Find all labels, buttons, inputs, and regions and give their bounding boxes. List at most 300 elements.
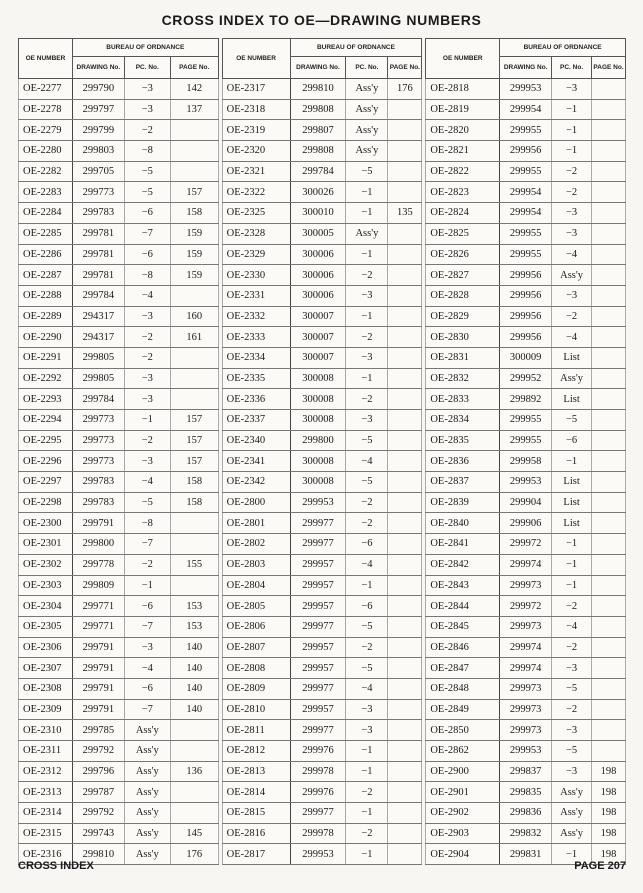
pc-no-cell: −3 xyxy=(552,761,592,782)
oe-number-cell: OE-2832 xyxy=(426,368,500,389)
page-no-cell xyxy=(170,741,218,762)
pc-no-cell: −1 xyxy=(346,244,388,265)
page-no-cell xyxy=(388,803,422,824)
oe-number-cell: OE-2901 xyxy=(426,782,500,803)
pc-no-cell: Ass'y xyxy=(124,761,170,782)
page-no-cell: 157 xyxy=(170,410,218,431)
pc-no-cell: −2 xyxy=(552,596,592,617)
page-no-cell xyxy=(388,327,422,348)
oe-number-cell: OE-2312 xyxy=(19,761,73,782)
oe-number-cell: OE-2329 xyxy=(222,244,290,265)
oe-number-cell: OE-2828 xyxy=(426,285,500,306)
oe-number-cell: OE-2903 xyxy=(426,823,500,844)
page-no-cell xyxy=(592,327,626,348)
table-row xyxy=(19,451,219,472)
page-no-cell xyxy=(592,596,626,617)
drawing-no-cell: 299977 xyxy=(290,803,346,824)
oe-number-cell: OE-2331 xyxy=(222,285,290,306)
drawing-no-cell: 300008 xyxy=(290,368,346,389)
drawing-no-cell: 299808 xyxy=(290,99,346,120)
oe-number-cell: OE-2825 xyxy=(426,223,500,244)
pc-no-cell: Ass'y xyxy=(346,223,388,244)
page-no-cell: 198 xyxy=(592,782,626,803)
pc-no-cell: −3 xyxy=(124,389,170,410)
bureau-header: BUREAU OF ORDNANCE xyxy=(290,39,422,57)
page-no-cell xyxy=(170,120,218,141)
pc-no-header: PC. No. xyxy=(552,57,592,79)
drawing-no-cell: 299955 xyxy=(500,120,552,141)
table-row xyxy=(19,306,219,327)
pc-no-cell: −4 xyxy=(552,327,592,348)
pc-no-cell: −3 xyxy=(552,203,592,224)
pc-no-cell: −8 xyxy=(124,265,170,286)
table-row xyxy=(426,347,626,368)
table-row xyxy=(19,285,219,306)
table-row xyxy=(19,596,219,617)
drawing-no-cell: 300009 xyxy=(500,347,552,368)
table-row xyxy=(222,79,422,100)
oe-number-cell: OE-2293 xyxy=(19,389,73,410)
cross-index-columns xyxy=(18,38,626,860)
oe-number-cell: OE-2900 xyxy=(426,761,500,782)
pc-no-cell: −5 xyxy=(346,430,388,451)
pc-no-cell: −3 xyxy=(124,306,170,327)
pc-no-cell: −3 xyxy=(346,720,388,741)
page-no-cell xyxy=(388,389,422,410)
oe-number-cell: OE-2808 xyxy=(222,658,290,679)
oe-number-cell: OE-2842 xyxy=(426,554,500,575)
oe-number-cell: OE-2314 xyxy=(19,803,73,824)
drawing-no-cell: 299805 xyxy=(72,347,124,368)
page-no-cell xyxy=(592,347,626,368)
page-no-cell xyxy=(592,472,626,493)
oe-number-cell: OE-2341 xyxy=(222,451,290,472)
drawing-no-cell: 300005 xyxy=(290,223,346,244)
pc-no-cell: Ass'y xyxy=(552,782,592,803)
table-row xyxy=(222,327,422,348)
drawing-no-cell: 300008 xyxy=(290,472,346,493)
pc-no-cell: −3 xyxy=(346,347,388,368)
page-no-cell xyxy=(388,472,422,493)
pc-no-cell: −4 xyxy=(124,658,170,679)
table-row xyxy=(19,741,219,762)
page-no-cell xyxy=(388,575,422,596)
drawing-no-cell: 299832 xyxy=(500,823,552,844)
page-no-cell: 198 xyxy=(592,803,626,824)
table-row xyxy=(222,823,422,844)
pc-no-cell: Ass'y xyxy=(346,99,388,120)
page-no-cell xyxy=(388,285,422,306)
pc-no-cell: −3 xyxy=(552,223,592,244)
pc-no-cell: −7 xyxy=(124,699,170,720)
drawing-no-cell: 299773 xyxy=(72,410,124,431)
page-no-cell xyxy=(388,306,422,327)
oe-number-cell: OE-2292 xyxy=(19,368,73,389)
drawing-no-cell: 299957 xyxy=(290,554,346,575)
drawing-no-cell: 299808 xyxy=(290,141,346,162)
pc-no-cell: −4 xyxy=(552,616,592,637)
table-row xyxy=(222,451,422,472)
oe-number-cell: OE-2287 xyxy=(19,265,73,286)
table-row xyxy=(19,699,219,720)
pc-no-cell: Ass'y xyxy=(552,265,592,286)
table-row xyxy=(426,389,626,410)
oe-number-cell: OE-2824 xyxy=(426,203,500,224)
pc-no-cell: −2 xyxy=(552,637,592,658)
page-no-cell xyxy=(388,410,422,431)
oe-number-cell: OE-2845 xyxy=(426,616,500,637)
table-row xyxy=(19,430,219,451)
drawing-no-cell: 299835 xyxy=(500,782,552,803)
table-row xyxy=(19,389,219,410)
page-no-cell xyxy=(388,120,422,141)
page-no-cell xyxy=(592,492,626,513)
pc-no-cell: −3 xyxy=(346,410,388,431)
pc-no-cell: −3 xyxy=(124,368,170,389)
table-row xyxy=(426,803,626,824)
drawing-no-cell: 299705 xyxy=(72,161,124,182)
page-no-cell: 158 xyxy=(170,472,218,493)
index-column-1 xyxy=(18,38,219,865)
page-no-cell xyxy=(388,637,422,658)
oe-number-cell: OE-2810 xyxy=(222,699,290,720)
table-row xyxy=(426,79,626,100)
drawing-no-cell: 300007 xyxy=(290,327,346,348)
table-row xyxy=(426,513,626,534)
table-row xyxy=(222,534,422,555)
page-no-cell xyxy=(592,637,626,658)
oe-number-cell: OE-2823 xyxy=(426,182,500,203)
table-row xyxy=(19,223,219,244)
page-no-cell xyxy=(388,451,422,472)
drawing-no-cell: 299791 xyxy=(72,637,124,658)
page-no-cell xyxy=(388,699,422,720)
page-no-cell xyxy=(592,430,626,451)
page-no-cell: 153 xyxy=(170,596,218,617)
pc-no-cell: −1 xyxy=(124,410,170,431)
table-row xyxy=(426,637,626,658)
oe-number-cell: OE-2321 xyxy=(222,161,290,182)
table-row xyxy=(19,616,219,637)
drawing-no-cell: 294317 xyxy=(72,327,124,348)
page-title: CROSS INDEX TO OE—DRAWING NUMBERS xyxy=(161,12,482,28)
pc-no-cell: −5 xyxy=(552,410,592,431)
oe-number-cell: OE-2296 xyxy=(19,451,73,472)
oe-number-cell: OE-2804 xyxy=(222,575,290,596)
footer-section-label: CROSS INDEX xyxy=(18,860,94,872)
page-no-cell xyxy=(388,616,422,637)
pc-no-cell: −5 xyxy=(124,492,170,513)
table-row xyxy=(222,182,422,203)
oe-number-cell: OE-2816 xyxy=(222,823,290,844)
drawing-no-cell: 300008 xyxy=(290,451,346,472)
pc-no-cell: −5 xyxy=(346,658,388,679)
oe-number-cell: OE-2340 xyxy=(222,430,290,451)
drawing-no-cell: 299955 xyxy=(500,410,552,431)
page-no-cell: 157 xyxy=(170,451,218,472)
drawing-no-cell: 300007 xyxy=(290,306,346,327)
pc-no-cell: −6 xyxy=(346,534,388,555)
oe-number-cell: OE-2836 xyxy=(426,451,500,472)
pc-no-cell: −1 xyxy=(346,182,388,203)
drawing-no-cell: 299973 xyxy=(500,575,552,596)
page-no-cell: 136 xyxy=(170,761,218,782)
table-row xyxy=(426,741,626,762)
pc-no-cell: −2 xyxy=(346,823,388,844)
drawing-no-header: DRAWING No. xyxy=(72,57,124,79)
oe-number-cell: OE-2334 xyxy=(222,347,290,368)
oe-number-cell: OE-2850 xyxy=(426,720,500,741)
page-no-cell xyxy=(388,554,422,575)
oe-number-cell: OE-2317 xyxy=(222,79,290,100)
page-no-cell xyxy=(170,782,218,803)
drawing-no-header: DRAWING No. xyxy=(500,57,552,79)
table-row xyxy=(19,575,219,596)
pc-no-cell: −2 xyxy=(124,430,170,451)
drawing-no-cell: 299790 xyxy=(72,79,124,100)
oe-number-cell: OE-2904 xyxy=(426,844,500,865)
drawing-no-cell: 299953 xyxy=(500,741,552,762)
drawing-no-cell: 299957 xyxy=(290,699,346,720)
pc-no-cell: −1 xyxy=(346,203,388,224)
table-row xyxy=(426,720,626,741)
page-no-cell: 135 xyxy=(388,203,422,224)
table-row xyxy=(426,782,626,803)
drawing-no-cell: 299974 xyxy=(500,658,552,679)
oe-number-cell: OE-2325 xyxy=(222,203,290,224)
drawing-no-cell: 299781 xyxy=(72,265,124,286)
page-no-cell xyxy=(388,265,422,286)
drawing-no-cell: 299957 xyxy=(290,658,346,679)
page-no-cell xyxy=(388,430,422,451)
table-row xyxy=(19,141,219,162)
oe-number-cell: OE-2807 xyxy=(222,637,290,658)
page-no-cell: 160 xyxy=(170,306,218,327)
drawing-no-cell: 299805 xyxy=(72,368,124,389)
drawing-no-cell: 299810 xyxy=(290,79,346,100)
table-row xyxy=(19,182,219,203)
drawing-no-cell: 299954 xyxy=(500,99,552,120)
drawing-no-cell: 299773 xyxy=(72,451,124,472)
drawing-no-cell: 299954 xyxy=(500,182,552,203)
drawing-no-cell: 299810 xyxy=(72,844,124,865)
page-no-cell: 155 xyxy=(170,554,218,575)
page-no-cell xyxy=(592,575,626,596)
table-row xyxy=(19,761,219,782)
page-no-cell xyxy=(388,182,422,203)
drawing-no-cell: 299792 xyxy=(72,803,124,824)
page-no-cell xyxy=(388,720,422,741)
table-row xyxy=(426,223,626,244)
pc-no-cell: −8 xyxy=(124,141,170,162)
drawing-no-cell: 299783 xyxy=(72,472,124,493)
drawing-no-cell: 299957 xyxy=(290,596,346,617)
oe-number-cell: OE-2322 xyxy=(222,182,290,203)
pc-no-cell: −5 xyxy=(124,182,170,203)
oe-number-cell: OE-2821 xyxy=(426,141,500,162)
pc-no-cell: −1 xyxy=(346,761,388,782)
table-row xyxy=(19,472,219,493)
page-no-cell: 158 xyxy=(170,203,218,224)
drawing-no-cell: 299809 xyxy=(72,575,124,596)
page-no-cell xyxy=(592,678,626,699)
table-row xyxy=(222,513,422,534)
page-no-header: PAGE No. xyxy=(388,57,422,79)
table-row xyxy=(222,430,422,451)
oe-number-cell: OE-2283 xyxy=(19,182,73,203)
page-no-cell: 140 xyxy=(170,678,218,699)
oe-number-cell: OE-2817 xyxy=(222,844,290,865)
drawing-no-cell: 299956 xyxy=(500,306,552,327)
oe-number-cell: OE-2304 xyxy=(19,596,73,617)
table-row xyxy=(222,347,422,368)
drawing-no-cell: 299799 xyxy=(72,120,124,141)
drawing-no-cell: 299785 xyxy=(72,720,124,741)
drawing-no-cell: 299904 xyxy=(500,492,552,513)
page-no-header: PAGE No. xyxy=(170,57,218,79)
page-no-cell xyxy=(592,120,626,141)
oe-number-cell: OE-2297 xyxy=(19,472,73,493)
table-row xyxy=(222,596,422,617)
pc-no-cell: −7 xyxy=(124,616,170,637)
pc-no-cell: −1 xyxy=(346,306,388,327)
oe-number-cell: OE-2278 xyxy=(19,99,73,120)
drawing-no-cell: 299837 xyxy=(500,761,552,782)
oe-number-cell: OE-2294 xyxy=(19,410,73,431)
oe-number-cell: OE-2332 xyxy=(222,306,290,327)
table-row xyxy=(19,513,219,534)
table-row xyxy=(19,554,219,575)
drawing-no-cell: 299978 xyxy=(290,761,346,782)
oe-number-cell: OE-2839 xyxy=(426,492,500,513)
oe-number-cell: OE-2311 xyxy=(19,741,73,762)
page-no-cell xyxy=(592,203,626,224)
drawing-no-cell: 299784 xyxy=(290,161,346,182)
page-no-cell xyxy=(592,410,626,431)
oe-number-cell: OE-2815 xyxy=(222,803,290,824)
table-row xyxy=(426,99,626,120)
pc-no-cell: −2 xyxy=(124,120,170,141)
table-row xyxy=(222,720,422,741)
drawing-no-cell: 299800 xyxy=(72,534,124,555)
page-no-cell xyxy=(592,79,626,100)
drawing-no-cell: 299773 xyxy=(72,430,124,451)
pc-no-cell: −1 xyxy=(346,368,388,389)
table-row xyxy=(426,554,626,575)
oe-number-cell: OE-2309 xyxy=(19,699,73,720)
page-no-cell xyxy=(592,265,626,286)
oe-number-cell: OE-2820 xyxy=(426,120,500,141)
table-row xyxy=(222,761,422,782)
table-row xyxy=(222,203,422,224)
pc-no-cell: Ass'y xyxy=(346,120,388,141)
drawing-no-cell: 299892 xyxy=(500,389,552,410)
page-no-cell xyxy=(592,161,626,182)
drawing-no-cell: 299743 xyxy=(72,823,124,844)
page-no-cell xyxy=(170,368,218,389)
pc-no-cell: −7 xyxy=(124,223,170,244)
oe-number-cell: OE-2803 xyxy=(222,554,290,575)
page-no-cell: 153 xyxy=(170,616,218,637)
drawing-no-cell: 299796 xyxy=(72,761,124,782)
table-row xyxy=(222,285,422,306)
oe-number-cell: OE-2320 xyxy=(222,141,290,162)
oe-number-cell: OE-2277 xyxy=(19,79,73,100)
oe-number-cell: OE-2289 xyxy=(19,306,73,327)
pc-no-cell: −3 xyxy=(124,451,170,472)
oe-number-cell: OE-2819 xyxy=(426,99,500,120)
pc-no-cell: List xyxy=(552,389,592,410)
pc-no-cell: Ass'y xyxy=(124,844,170,865)
page-no-cell xyxy=(388,244,422,265)
oe-number-cell: OE-2841 xyxy=(426,534,500,555)
table-row xyxy=(426,472,626,493)
drawing-no-cell: 299977 xyxy=(290,720,346,741)
page-no-cell xyxy=(592,141,626,162)
drawing-no-cell: 300007 xyxy=(290,347,346,368)
pc-no-cell: Ass'y xyxy=(346,79,388,100)
table-row xyxy=(222,99,422,120)
pc-no-cell: −1 xyxy=(552,99,592,120)
oe-number-cell: OE-2814 xyxy=(222,782,290,803)
page-no-cell: 159 xyxy=(170,244,218,265)
page-no-cell xyxy=(388,141,422,162)
page-no-cell xyxy=(388,678,422,699)
drawing-no-cell: 299906 xyxy=(500,513,552,534)
table-row xyxy=(222,265,422,286)
oe-number-cell: OE-2280 xyxy=(19,141,73,162)
pc-no-cell: −8 xyxy=(124,513,170,534)
pc-no-cell: −2 xyxy=(552,306,592,327)
table-row xyxy=(222,678,422,699)
pc-no-cell: −3 xyxy=(552,285,592,306)
oe-number-cell: OE-2342 xyxy=(222,472,290,493)
table-row xyxy=(426,492,626,513)
oe-number-cell: OE-2849 xyxy=(426,699,500,720)
pc-no-cell: −2 xyxy=(124,327,170,348)
pc-no-cell: −4 xyxy=(346,451,388,472)
table-row xyxy=(426,120,626,141)
oe-number-cell: OE-2835 xyxy=(426,430,500,451)
page-no-cell: 137 xyxy=(170,99,218,120)
drawing-no-cell: 299973 xyxy=(500,678,552,699)
drawing-no-cell: 299803 xyxy=(72,141,124,162)
pc-no-cell: −2 xyxy=(346,265,388,286)
table-row xyxy=(426,430,626,451)
pc-no-cell: −5 xyxy=(346,161,388,182)
drawing-no-cell: 299787 xyxy=(72,782,124,803)
table-row xyxy=(426,596,626,617)
drawing-no-cell: 299952 xyxy=(500,368,552,389)
drawing-no-cell: 299958 xyxy=(500,451,552,472)
oe-number-cell: OE-2834 xyxy=(426,410,500,431)
footer-page-number: PAGE 207 xyxy=(574,860,626,872)
page-no-cell xyxy=(388,741,422,762)
pc-no-cell: −3 xyxy=(346,285,388,306)
drawing-no-cell: 299955 xyxy=(500,223,552,244)
table-row xyxy=(222,223,422,244)
drawing-no-cell: 299807 xyxy=(290,120,346,141)
page-no-cell xyxy=(170,575,218,596)
table-row xyxy=(19,803,219,824)
table-row xyxy=(222,616,422,637)
drawing-no-cell: 299836 xyxy=(500,803,552,824)
page-no-cell xyxy=(592,616,626,637)
table-row xyxy=(426,244,626,265)
pc-no-cell: −1 xyxy=(346,741,388,762)
page-no-cell xyxy=(388,658,422,679)
table-row xyxy=(426,285,626,306)
